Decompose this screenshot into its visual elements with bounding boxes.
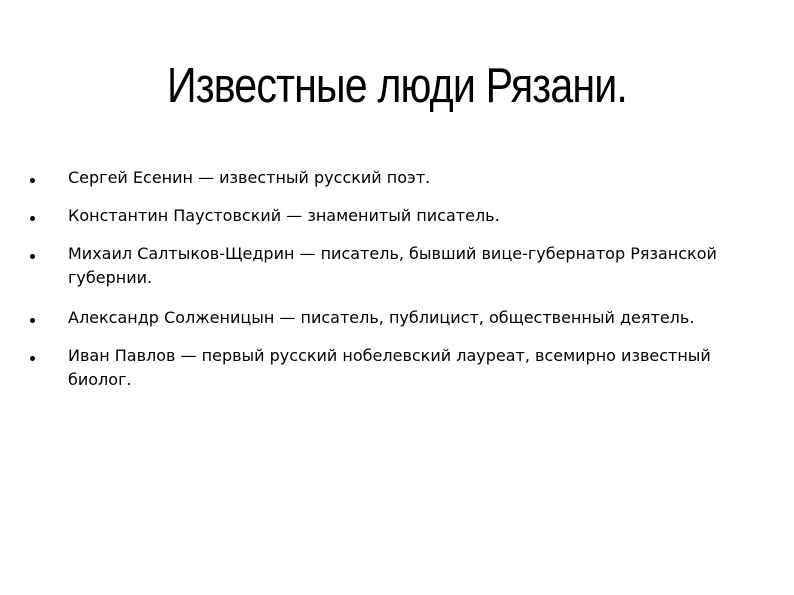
list-item-text: Сергей Есенин — известный русский поэт. — [68, 168, 431, 187]
slide-title: Известные люди Рязани. — [166, 59, 628, 113]
bullet-icon — [30, 318, 35, 323]
bullet-icon — [30, 356, 35, 361]
bullet-icon — [30, 254, 35, 259]
bullet-icon — [30, 216, 35, 221]
bullet-icon — [30, 178, 35, 183]
list-item-text: Михаил Салтыков-Щедрин — писатель, бывший вице-губернатор Рязанской губернии. — [68, 244, 717, 287]
list-item-text: Константин Паустовский — знаменитый писатель. — [68, 206, 500, 225]
list-item-text: Александр Солженицын — писатель, публицист, общественный деятель. — [68, 308, 695, 327]
list-item-text: Иван Павлов — первый русский нобелевский лауреат, всемирно известный биолог. — [68, 346, 711, 389]
